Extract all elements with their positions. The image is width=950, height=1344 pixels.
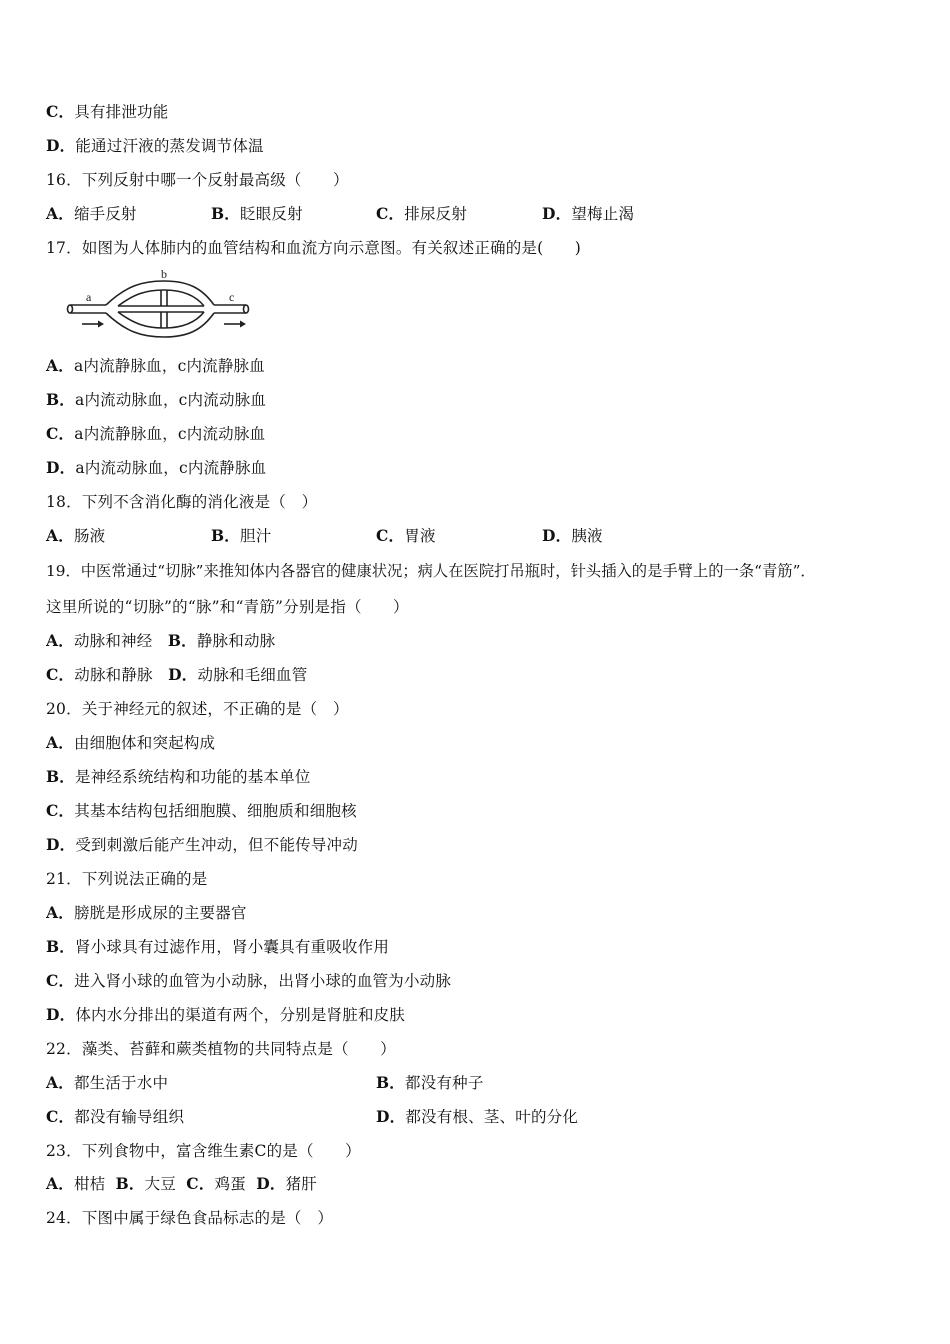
q20-option-b: B．是神经系统结构和功能的基本单位	[46, 767, 311, 786]
q20-option-d: D．受到刺激后能产生冲动，但不能传导冲动	[46, 835, 358, 854]
q18-option-c: C．胃液	[376, 526, 436, 545]
q16-option-d: D．望梅止渴	[542, 204, 635, 223]
q22-option-c: C．都没有输导组织	[46, 1107, 185, 1126]
q22-options-cd	[46, 1107, 746, 1127]
q21-stem: 21．下列说法正确的是	[46, 870, 208, 888]
q18-options	[46, 526, 746, 546]
q16-options	[46, 204, 746, 224]
q23-options: A．柑桔 B．大豆 C．鸡蛋 D．猪肝	[46, 1174, 317, 1193]
q17-option-c: C．a内流静脉血，c内流动脉血	[46, 424, 266, 443]
label-b: b	[161, 268, 167, 281]
q15-option-c	[46, 102, 168, 122]
q21-option-a: A．膀胱是形成尿的主要器官	[46, 903, 247, 922]
q22-option-a: A．都生活于水中	[46, 1073, 169, 1092]
q24-stem: 24．下图中属于绿色食品标志的是（ ）	[46, 1209, 334, 1227]
option-text: 能通过汗液的蒸发调节体温	[75, 137, 264, 155]
q19-options-cd: C．动脉和静脉 D．动脉和毛细血管	[46, 665, 308, 684]
label-c: c	[229, 290, 235, 304]
q20-stem: 20．关于神经元的叙述，不正确的是（ ）	[46, 700, 349, 718]
q22-options-ab	[46, 1073, 746, 1093]
q22-stem: 22．藻类、苔藓和蕨类植物的共同特点是（ ）	[46, 1040, 396, 1058]
q19-options-ab: A．动脉和神经 B．静脉和动脉	[46, 631, 276, 650]
q21-option-d: D．体内水分排出的渠道有两个，分别是肾脏和皮肤	[46, 1005, 406, 1024]
q18-stem: 18．下列不含消化酶的消化液是（ ）	[46, 493, 318, 511]
q17-option-a: A．a内流静脉血，c内流静脉血	[46, 356, 265, 375]
q18-option-b: B．胆汁	[211, 526, 272, 545]
q15-option-d	[46, 136, 264, 156]
q19-stem-line1: 19．中医常通过“切脉”来推知体内各器官的健康状况；病人在医院打吊瓶时，针头插入的是手臂上的一条“青筋”．	[46, 562, 816, 580]
option-text: 具有排泄功能	[74, 103, 169, 121]
q23-stem: 23．下列食物中，富含维生素C的是（ ）	[46, 1142, 361, 1160]
q16-stem: 16．下列反射中哪一个反射最高级（ ）	[46, 171, 349, 189]
q19-stem-line2: 这里所说的“切脉”的“脉”和“青筋”分别是指（ ）	[46, 598, 409, 616]
option-label: C．	[46, 102, 75, 121]
lung-blood-vessel-diagram	[46, 268, 274, 344]
q16-option-a: A．缩手反射	[46, 204, 137, 223]
q22-option-d: D．都没有根、茎、叶的分化	[376, 1107, 579, 1126]
q20-option-a: A．由细胞体和突起构成	[46, 733, 216, 752]
q18-option-d: D．胰液	[542, 526, 603, 545]
q17-stem: 17．如图为人体肺内的血管结构和血流方向示意图。有关叙述正确的是( )	[46, 239, 582, 257]
q16-option-c: C．排尿反射	[376, 204, 468, 223]
q18-option-a: A．肠液	[46, 526, 106, 545]
q16-option-b: B．眨眼反射	[211, 204, 303, 223]
q21-option-c: C．进入肾小球的血管为小动脉，出肾小球的血管为小动脉	[46, 971, 452, 990]
q17-option-d: D．a内流动脉血，c内流静脉血	[46, 458, 267, 477]
q17-option-b: B．a内流动脉血，c内流动脉血	[46, 390, 267, 409]
q22-option-b: B．都没有种子	[376, 1073, 484, 1092]
q21-option-b: B．肾小球具有过滤作用，肾小囊具有重吸收作用	[46, 937, 390, 956]
q20-option-c: C．其基本结构包括细胞膜、细胞质和细胞核	[46, 801, 357, 820]
option-label: D．	[46, 136, 76, 155]
label-a: a	[86, 290, 92, 304]
